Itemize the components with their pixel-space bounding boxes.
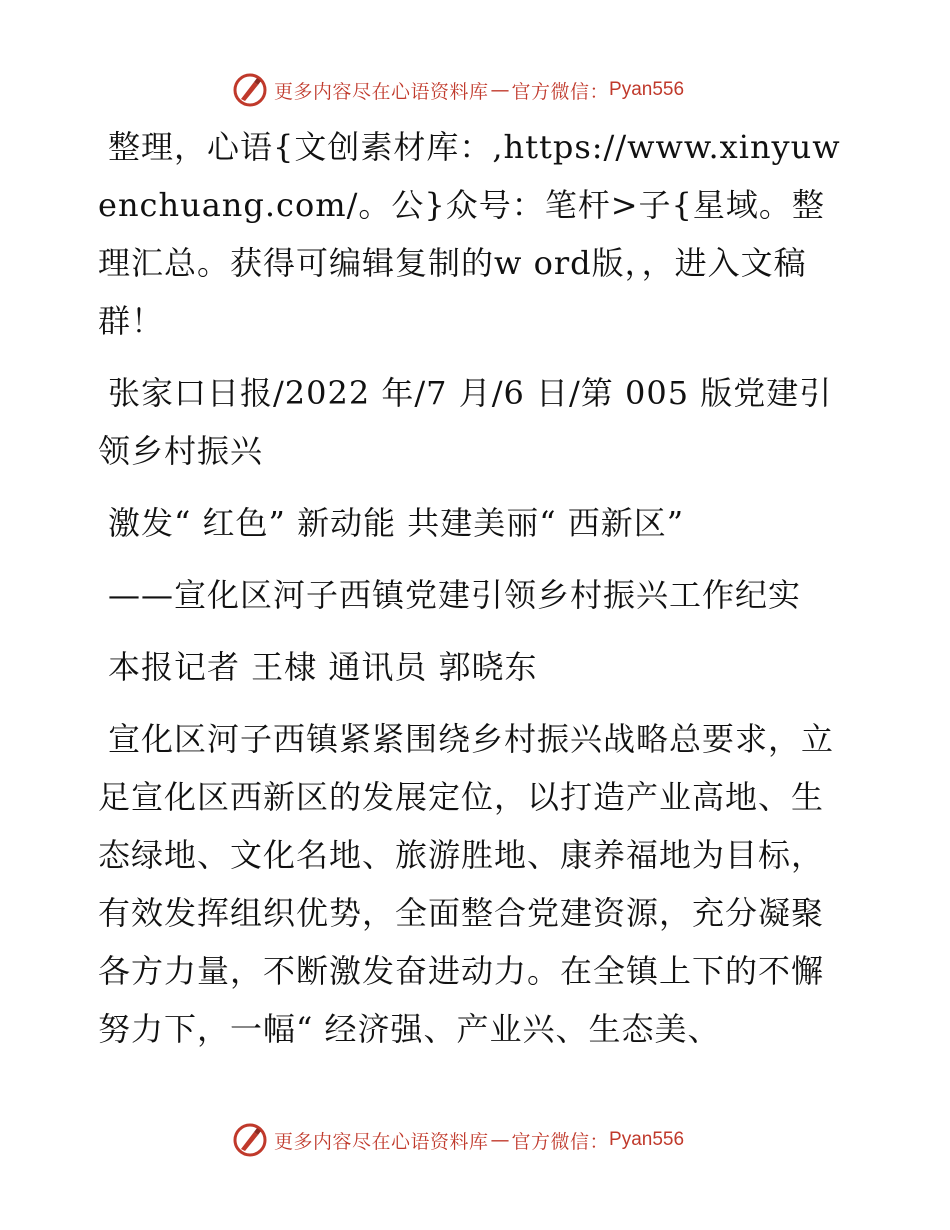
intro-paragraph: 整理，心语{文创素材库：,https://www.xinyuwenchuang.com/。公}众号：笔杆>子{星域。整理汇总。获得可编辑复制的w ord版，，进入文稿群！ bbox=[98, 128, 841, 340]
source-line: 张家口日报/2022 年/7 月/6 日/第 005 版党建引领乡村振兴 bbox=[98, 374, 833, 470]
pen-circle-logo-icon bbox=[232, 72, 268, 108]
banner-brand: Pyan556 bbox=[609, 79, 685, 100]
footer-watermark-banner bbox=[232, 1120, 752, 1160]
body-paragraph: 宣化区河子西镇紧紧围绕乡村振兴战略总要求，立足宣化区西新区的发展定位，以打造产业高地、生态绿地、文化名地、旅游胜地、康养福地为目标，有效发挥组织优势，全面整合党建资源，充分凝聚各方力量，不断激发奋进动力。在全镇上下的不懈努力下，一幅“ 经济强、产业兴、生态美、 bbox=[98, 720, 835, 1048]
banner-separator: — bbox=[490, 79, 510, 101]
banner-brand: Pyan556 bbox=[609, 1129, 685, 1150]
document-body bbox=[98, 118, 853, 1072]
header-watermark-banner bbox=[232, 70, 752, 110]
banner-official-label: 官方微信： bbox=[511, 80, 610, 103]
article-subtitle: ——宣化区河子西镇党建引领乡村振兴工作纪实 bbox=[108, 576, 802, 614]
banner-official-label: 官方微信： bbox=[511, 1130, 610, 1153]
article-title: 激发“ 红色” 新动能 共建美丽“ 西新区” bbox=[108, 504, 685, 542]
banner-separator: — bbox=[490, 1129, 510, 1151]
pen-circle-logo-icon bbox=[232, 1122, 268, 1158]
banner-text: 更多内容尽在心语资料库 bbox=[274, 80, 489, 103]
banner-text: 更多内容尽在心语资料库 bbox=[274, 1130, 489, 1153]
byline: 本报记者 王棣 通讯员 郭晓东 bbox=[108, 648, 538, 686]
